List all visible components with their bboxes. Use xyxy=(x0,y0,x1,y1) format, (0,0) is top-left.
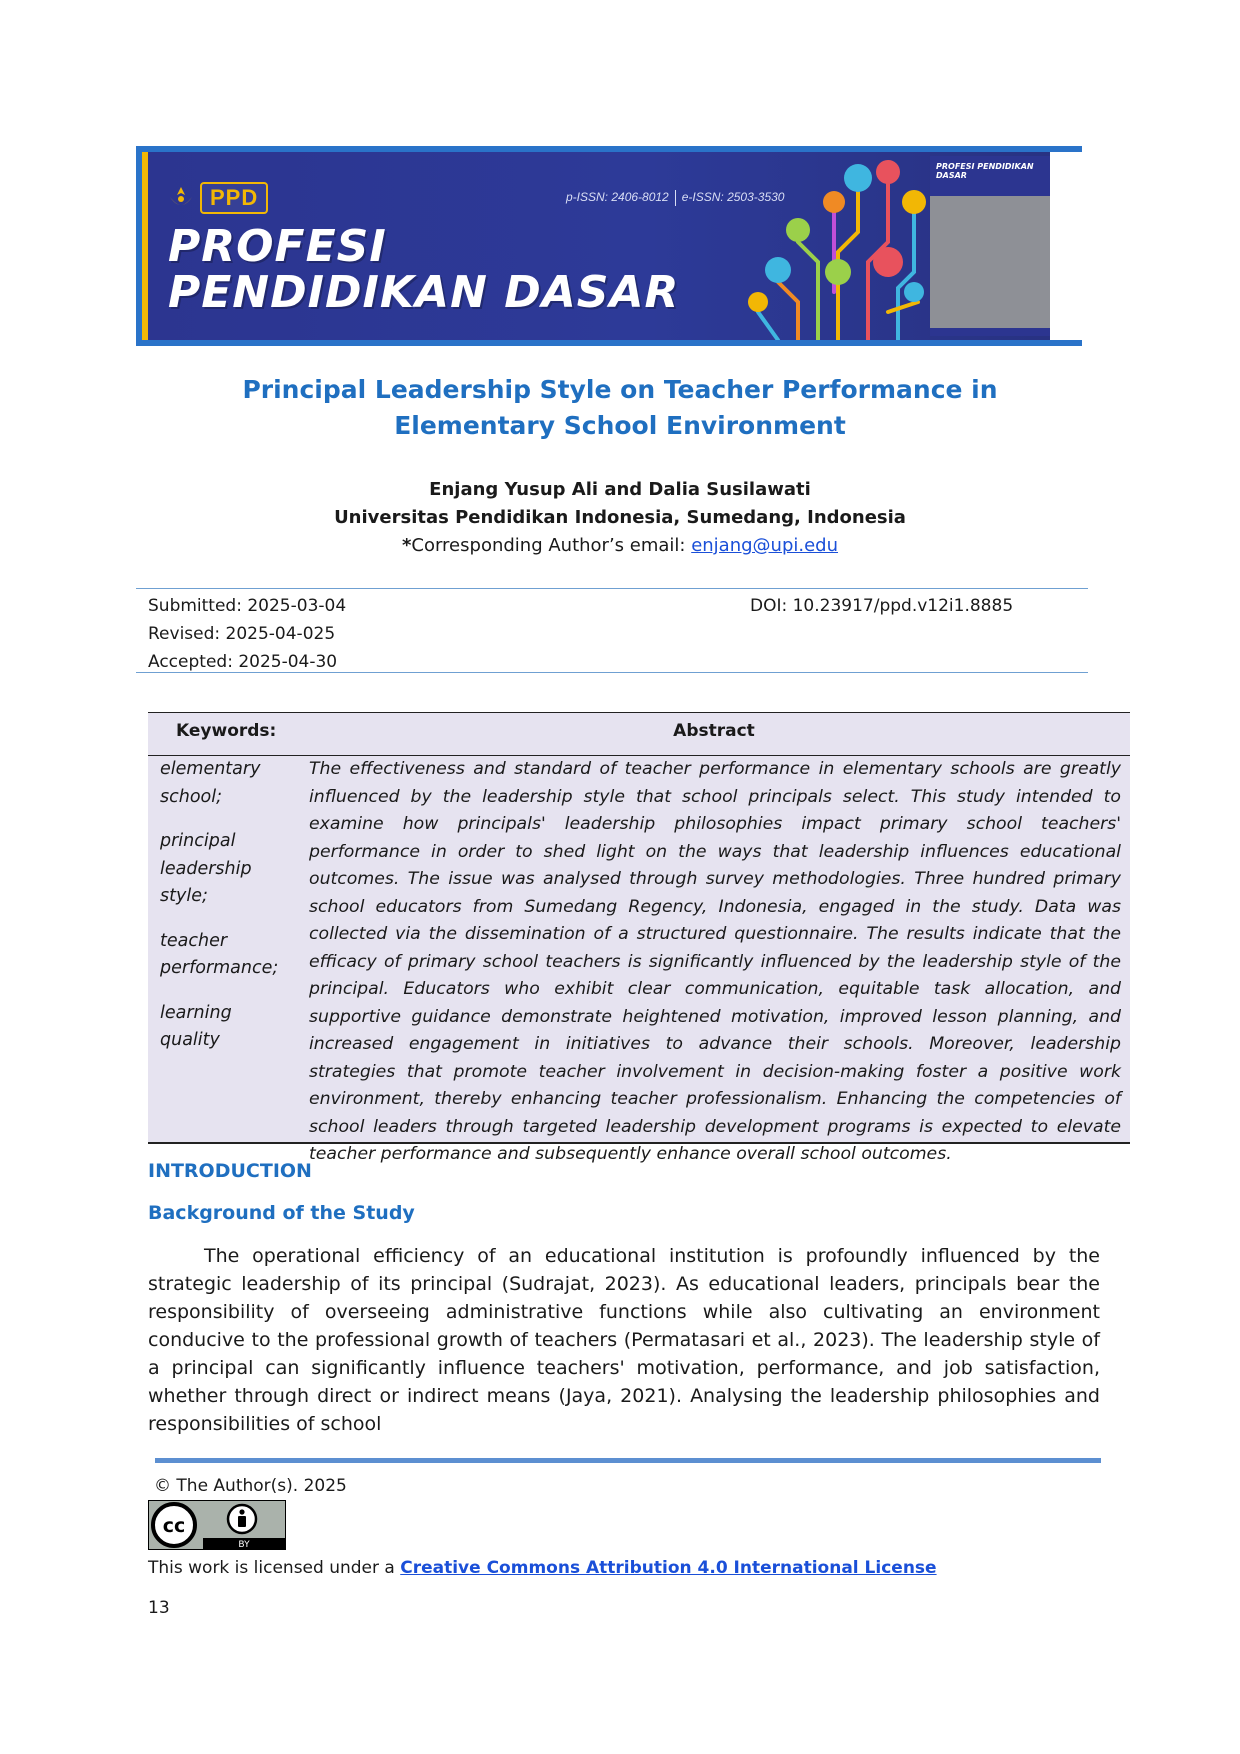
bulb-icon xyxy=(902,190,926,214)
footer-rule xyxy=(155,1458,1101,1463)
magnifier-icon xyxy=(765,257,791,283)
page-number: 13 xyxy=(148,1598,170,1618)
education-circuit-illustration xyxy=(738,152,930,340)
search-icon xyxy=(786,218,810,242)
cover-title: PROFESI PENDIDIKAN DASAR xyxy=(936,162,1034,180)
issn-online: e-ISSN: 2503-3530 xyxy=(681,190,785,205)
journal-name xyxy=(168,221,680,318)
introduction-paragraph: The operational efficiency of an educational institution is profoundly influenced by the strategic leadership of its principal (Sudrajat, 2023). As educational leaders, principals bear the responsibility of overseeing administrative functions while also cultivating an environment conducive to the professional growth of teachers (Permatasari et al., 2023). The leadership style of a principal can significantly influence teachers' motivation, performance, and job satisfaction, whether through direct or indirect means (Jaya, 2021). Analysing the leadership philosophies and responsibilities of school xyxy=(148,1245,1100,1435)
table-bottom-rule xyxy=(148,1142,1130,1144)
issn-print: p-ISSN: 2406-8012 xyxy=(566,190,669,205)
keywords-list xyxy=(160,756,290,1072)
keyword-item: principal leadership style; xyxy=(160,831,252,906)
globe-icon xyxy=(904,282,924,302)
license-prefix: This work is licensed under a xyxy=(148,1558,401,1578)
corresponding-author xyxy=(160,532,1080,560)
keywords-abstract-table xyxy=(148,712,1130,1164)
lightbulb-icon xyxy=(825,259,851,285)
license-link[interactable]: Creative Commons Attribution 4.0 International License xyxy=(400,1558,937,1578)
journal-name-line1: PROFESI xyxy=(168,221,387,272)
book-icon xyxy=(873,247,903,277)
keyword-item: teacher performance; xyxy=(160,930,279,978)
cc-by-label: BY xyxy=(238,1540,250,1550)
cc-by-license-badge[interactable] xyxy=(148,1500,286,1550)
accepted-date: Accepted: 2025-04-30 xyxy=(148,652,338,672)
paper-title: Principal Leadership Style on Teacher Performance in Elementary School Environment xyxy=(242,375,998,440)
keywords-header: Keywords: xyxy=(176,721,277,741)
introduction-heading: INTRODUCTION xyxy=(148,1160,312,1182)
corresponding-email-link[interactable]: enjang@upi.edu xyxy=(691,535,839,556)
corresponding-marker: * xyxy=(401,535,412,556)
journal-name-line2: PENDIDIKAN DASAR xyxy=(168,267,680,318)
ppd-emblem-icon xyxy=(166,183,196,213)
chart-icon xyxy=(748,292,768,312)
ppd-logo-text: PPD xyxy=(200,182,268,214)
copyright-notice: © The Author(s). 2025 xyxy=(154,1476,347,1496)
affiliation: Universitas Pendidikan Indonesia, Sumedang, Indonesia xyxy=(334,507,906,528)
journal-cover-thumbnail xyxy=(930,156,1050,336)
graduation-cap-icon xyxy=(844,164,872,192)
abstract-header: Abstract xyxy=(673,721,755,741)
creative-commons-icon xyxy=(153,1504,195,1546)
ppd-logo xyxy=(166,182,268,214)
corresponding-label: Corresponding Author’s email: xyxy=(411,535,692,556)
table-header-row xyxy=(148,712,1130,756)
authors: Enjang Yusup Ali and Dalia Susilawati xyxy=(429,479,811,500)
cover-bottom-band xyxy=(930,328,1050,336)
license-statement xyxy=(148,1558,937,1578)
banner-panel xyxy=(148,152,1050,340)
gear-icon xyxy=(823,191,845,213)
dates-top-rule xyxy=(136,588,1088,589)
attribution-person-icon xyxy=(228,1505,256,1533)
at-sign-icon xyxy=(876,160,900,184)
banner-bottom-rule xyxy=(136,340,1082,346)
background-subheading: Background of the Study xyxy=(148,1202,415,1224)
revised-date: Revised: 2025-04-025 xyxy=(148,624,336,644)
abstract-text: The effectiveness and standard of teacher performance in elementary schools are greatly influenced by the leadership style that school principals select. This study intended to examine how principals' leadership philosophies impact primary school teachers' performance in order to shed light on the ways that leadership influences educational outcomes. The issue was analysed through survey methodologies. Three hundred primary school educators from Sumedang Regency, Indonesia, engaged in the study. Data was collected via the dissemination of a structured questionnaire. The results indicate that the efficacy of primary school teachers is significantly influenced by the leadership style of the principal. Educators who exhibit clear communication, equitable task allocation, and supportive guidance demonstrate heightened motivation, improved lesson planning, and increased engagement in initiatives to advance their schools. Moreover, leadership strategies that promote teacher involvement in decision-making foster a positive work environment, thereby enhancing teacher professionalism. Enhancing the competencies of school leaders through targeted leadership development programs is expected to elevate teacher performance and subsequently enhance overall school outcomes. xyxy=(309,759,1121,1164)
keyword-item: learning quality xyxy=(160,1002,232,1050)
journal-banner xyxy=(136,146,1082,346)
dates-bottom-rule xyxy=(136,672,1088,673)
submitted-date: Submitted: 2025-03-04 xyxy=(148,596,347,616)
keyword-item: elementary school; xyxy=(160,759,261,807)
doi: DOI: 10.23917/ppd.v12i1.8885 xyxy=(750,596,1014,616)
svg-text:cc: cc xyxy=(162,1515,186,1537)
